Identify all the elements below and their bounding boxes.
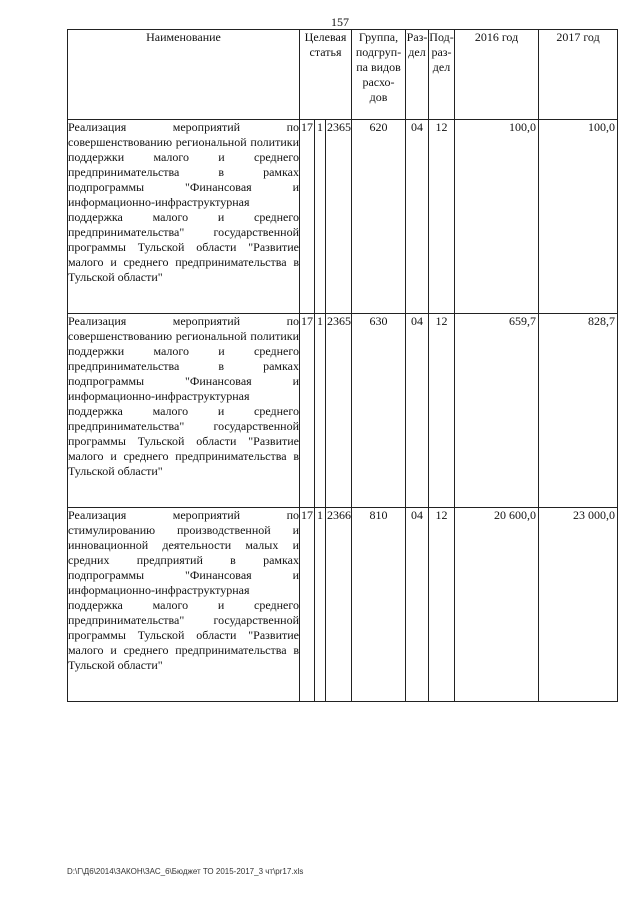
header-subsection: Под- раз- дел [429,30,455,120]
row-target-article-code: 2366 [326,508,352,702]
row-target-article-program: 17 [300,314,315,508]
row-section: 04 [406,314,429,508]
row-amount-2017: 828,7 [539,314,618,508]
row-name: Реализация мероприятий по стимулированию производственной и инновационной деятельности малых и средних предприятий в рамках подпрограммы "Финансовая и информационно-инфраструктурная поддержка малого и среднего предпринимательства" государственной программы Тульской области "Развитие малого и среднего предпринимательства в Тульской области" [68,508,300,702]
row-subsection: 12 [429,120,455,314]
row-target-article-subprogram: 1 [315,120,326,314]
row-amount-2016: 100,0 [455,120,539,314]
row-section: 04 [406,120,429,314]
row-expense-group: 620 [352,120,406,314]
row-name: Реализация мероприятий по совершенствованию региональной политики поддержки малого и среднего предпринимательства в рамках подпрограммы "Финансовая и информационно-инфраструктурная поддержка малого и среднего предпринимательства" государственной программы Тульской области "Развитие малого и среднего предпринимательства в Тульской области" [68,120,300,314]
row-target-article-program: 17 [300,120,315,314]
table-row [68,508,618,702]
row-amount-2016: 20 600,0 [455,508,539,702]
row-subsection: 12 [429,314,455,508]
row-amount-2017: 23 000,0 [539,508,618,702]
header-year-2016: 2016 год [455,30,539,120]
row-amount-2017: 100,0 [539,120,618,314]
row-target-article-subprogram: 1 [315,508,326,702]
header-name: Наименование [68,30,300,120]
header-year-2017: 2017 год [539,30,618,120]
row-expense-group: 630 [352,314,406,508]
budget-table [67,29,618,702]
row-target-article-code: 2365 [326,314,352,508]
page-number: 157 [331,15,349,29]
table-row [68,120,618,314]
table-row [68,314,618,508]
row-name: Реализация мероприятий по совершенствованию региональной политики поддержки малого и среднего предпринимательства в рамках подпрограммы "Финансовая и информационно-инфраструктурная поддержка малого и среднего предпринимательства" государственной программы Тульской области "Развитие малого и среднего предпринимательства в Тульской области" [68,314,300,508]
row-expense-group: 810 [352,508,406,702]
row-section: 04 [406,508,429,702]
table-header-row [68,30,618,120]
header-target-article: Целевая статья [300,30,352,120]
row-subsection: 12 [429,508,455,702]
header-section: Раз- дел [406,30,429,120]
file-path-footer: D:\Г\Д6\2014\ЗАКОН\ЗАС_6\Бюджет ТО 2015-2017_3 чт\pr17.xls [67,867,304,876]
row-target-article-subprogram: 1 [315,314,326,508]
row-amount-2016: 659,7 [455,314,539,508]
row-target-article-code: 2365 [326,120,352,314]
row-target-article-program: 17 [300,508,315,702]
header-expense-group: Группа, подгруп- па видов расхо- дов [352,30,406,120]
